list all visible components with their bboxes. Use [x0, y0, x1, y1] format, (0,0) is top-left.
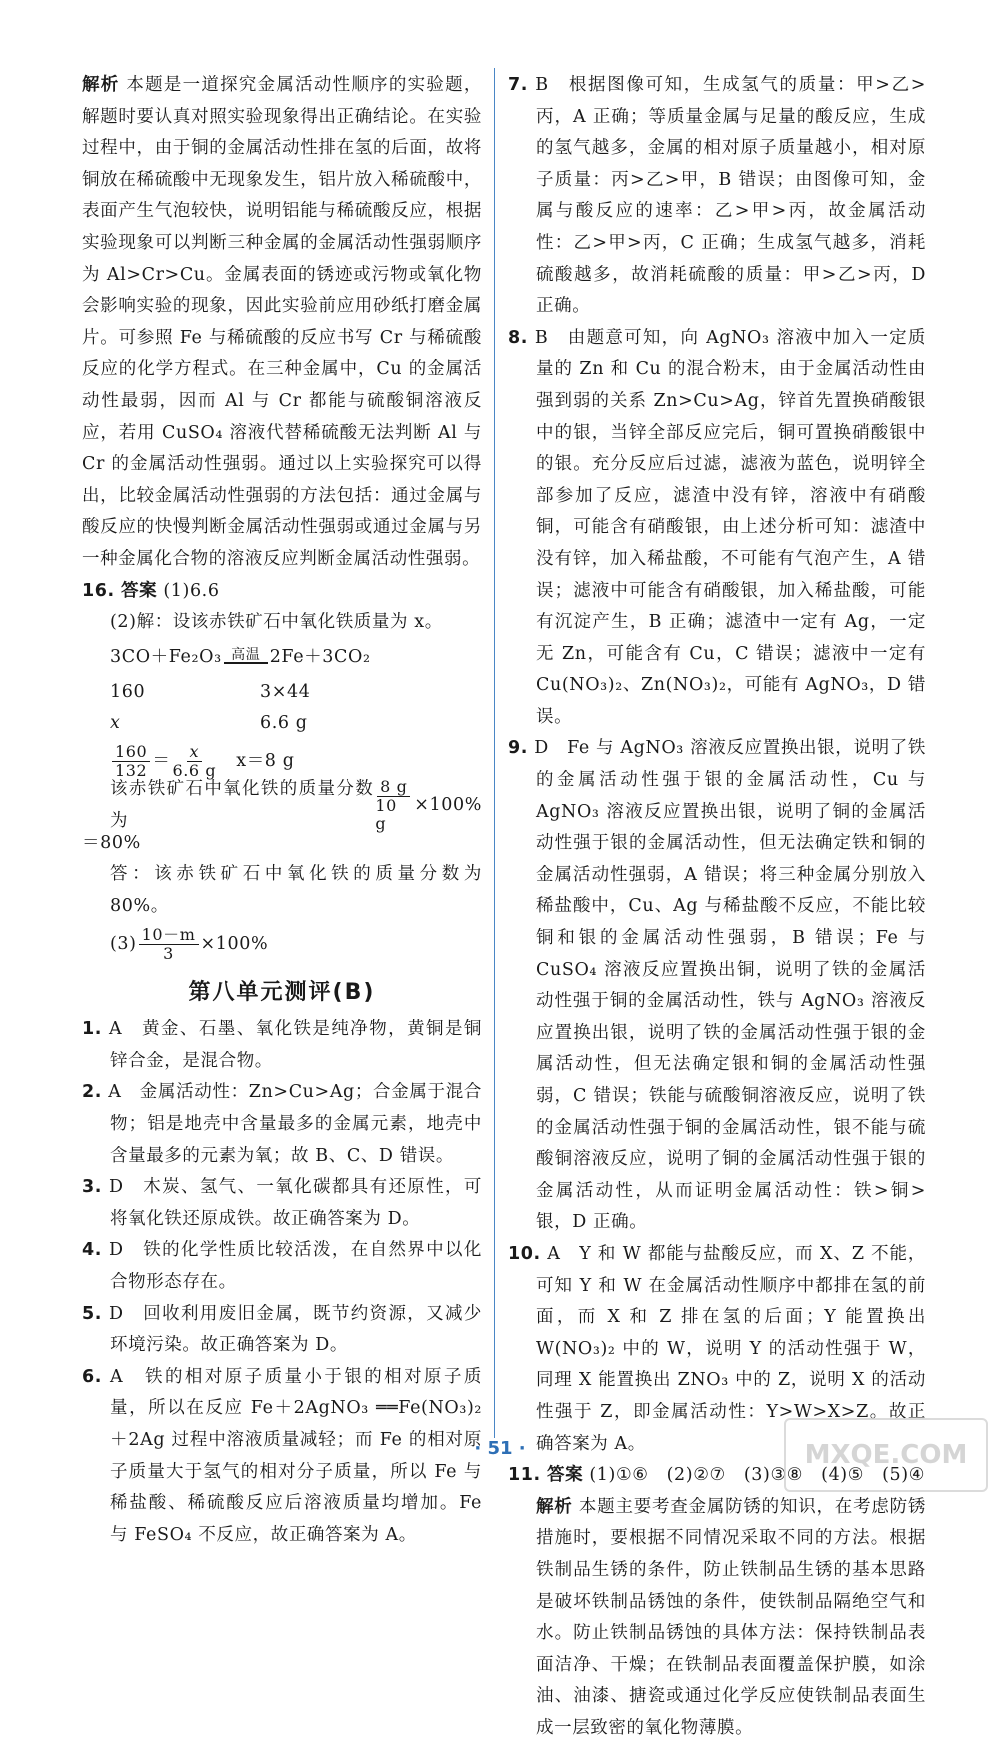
list-item [82, 1235, 482, 1298]
ratio-eq: ＝ [152, 751, 171, 772]
list-item [82, 1172, 482, 1235]
mass-frac [375, 778, 412, 833]
item-text: A 金属活动性：Zn>Cu>Ag；合金属于混合物；铝是地壳中含量最多的金属元素，地壳中含量最多的元素为氧；故 B、C、D 错误。 [108, 1082, 482, 1166]
q16-answer-line [82, 576, 482, 608]
item-text: D Fe 与 AgNO₃ 溶液反应置换出银，说明了铁的金属活动性强于银的金属活动性，Cu 与 AgNO₃ 溶液反应置换出银，说明了铜的金属活动性强于银的金属活动性，但无法确定铁和铜的金属活动性强弱，A 错误；将三种金属分别放入稀盐酸中，Cu、Ag 与稀盐酸不反应，不能比较铜和银的金属活动性强弱，B 错误；Fe 与 CuSO₄ 溶液反应置换出铜，说明了铁的金属活动性强于铜的金属活动性，铁与 AgNO₃ 溶液反应置换出银，说明了铁的金属活动性强于银的金属活动性，但无法确定银和铜的金属活动性强弱，C 错误；铁能与硫酸铜溶液反应，说明了铁的金属活动性强于铜的金属活动性，银不能与硫酸铜溶液反应，说明了铜的金属活动性强于银的金属活动性，从而证明金属活动性：铁>铜>银，D 正确。 [534, 738, 926, 1233]
list-item [508, 733, 926, 1239]
item-text: D 木炭、氢气、一氧化碳都具有还原性，可将氧化铁还原成铁。故正确答案为 D。 [108, 1177, 483, 1229]
q16-conclusion: 答：该赤铁矿石中氧化铁的质量分数为 80%。 [110, 864, 482, 917]
mass-frac-n: 8 g [377, 778, 410, 797]
eq-right: 2Fe＋3CO₂ [269, 646, 371, 667]
eq-cond-text: 高温 [231, 647, 261, 664]
q16-number: 16. [82, 580, 115, 601]
item-number: 2. [82, 1082, 103, 1103]
ratio-n2: x [187, 743, 203, 762]
item-text: D 铁的化学性质比较活泼，在自然界中以化合物形态存在。 [108, 1240, 483, 1292]
left-items [82, 1014, 482, 1551]
ratio-result: x＝8 g [236, 751, 295, 772]
mass-frac-tail: ×100% [414, 795, 482, 816]
item-text: A 铁的相对原子质量小于银的相对原子质量，所以在反应 Fe＋2AgNO₃ ══Fe(NO₃)₂＋2Ag 过程中溶液质量减轻；而 Fe 的相对原子质量大于氢气的相对分子质量，所以 Fe 与稀盐酸、稀硫酸反应后溶液质量均增加。Fe 与 FeSO₄ 不反应，故正确答案为 A。 [110, 1366, 482, 1545]
item-number: 3. [82, 1177, 103, 1198]
q16-answer-label: 答案 [120, 580, 158, 601]
list-item [82, 1299, 482, 1362]
q16-part1: (1)6.6 [163, 580, 220, 601]
eq-bar [224, 662, 268, 667]
ratio-n1: 160 [112, 743, 150, 762]
mass-frac-text: 该赤铁矿石中氧化铁的质量分数为 [110, 779, 374, 831]
part3-n: 10－m [139, 926, 199, 945]
mass-frac-result: ＝80% [82, 832, 141, 853]
list-item [508, 70, 926, 323]
page-number: · 51 · [474, 1438, 526, 1459]
q16-part3 [82, 923, 482, 967]
q11-answer-label: 答案 [546, 1465, 584, 1486]
item-number: 6. [82, 1366, 103, 1387]
list-item [508, 323, 926, 734]
item-number: 1. [82, 1019, 103, 1040]
list-item [82, 1014, 482, 1077]
r2-a: x [110, 713, 121, 734]
item-number: 4. [82, 1240, 103, 1261]
q16-equation [82, 639, 482, 677]
eq-condition [224, 648, 268, 667]
part3-d: 3 [163, 944, 174, 964]
item-number: 7. [508, 75, 529, 95]
part3-tail: ×100% [200, 933, 269, 954]
q11-analysis-label: 解析 [536, 1496, 573, 1517]
part3-prefix: (3) [110, 933, 137, 954]
item-text: A Y 和 W 都能与盐酸反应，而 X、Z 不能，可知 Y 和 W 在金属活动性顺序中都排在氢的前面，而 X 和 Z 排在氢的后面；Y 能置换出 W(NO₃)₂ 中的 W，说明 Y 的活动性强于 W，同理 X 能置换出 ZNO₃ 中的 Z，说明 X 的活动性强于 Z，即金属活动性：Y>W>X>Z。故正确答案为 A。 [536, 1243, 926, 1454]
q11-answer-text: (1)①⑥ (2)②⑦ (3)③⑧ (4)⑤ (5)④ [583, 1465, 926, 1486]
q16-mass-fraction [82, 777, 482, 834]
ratio-d1: 132 [115, 761, 148, 781]
analysis-15 [82, 70, 482, 576]
ratio-d2: 6.6 g [172, 761, 217, 781]
right-column [508, 70, 926, 1744]
r1-a: 160 [110, 681, 146, 702]
watermark-logo: MXQE.COM [784, 1418, 988, 1492]
q16-row1 [82, 677, 482, 709]
item-text: B 由题意可知，向 AgNO₃ 溶液中加入一定质量的 Zn 和 Cu 的混合粉末，由于金属活动性由强到弱的关系 Zn>Cu>Ag，锌首先置换硝酸银中的银，当锌全部反应完后，铜可置换硝酸银中的银。充分反应后过滤，滤液为蓝色，说明锌全部参加了反应，滤渣中没有锌，溶液中有硝酸铜，可能含有硝酸银，由上述分析可知：滤渣中没有锌，加入稀盐酸，不可能有气泡产生，A 错误；滤液中可能含有硝酸银，加入稀盐酸，可能有沉淀产生，B 正确；滤渣中一定有 Ag，一定无 Zn，可能含有 Cu，C 错误；滤液中一定有 Cu(NO₃)₂、Zn(NO₃)₂，可能有 AgNO₃，D 错误。 [534, 327, 926, 727]
mass-frac-d: 10 g [375, 796, 397, 834]
analysis-label: 解析 [82, 75, 120, 95]
item-text: B 根据图像可知，生成氢气的质量：甲>乙>丙，A 正确；等质量金属与足量的酸反应，生成的氢气越多，金属的相对原子质量越小，相对原子质量：丙>乙>甲，B 错误；由图像可知，金属与酸反应的速率：乙>甲>丙，故金属活动性：乙>甲>丙，C 正确；生成氢气越多，消耗硫酸越多，故消耗硫酸的质量：甲>乙>丙，D 正确。 [535, 75, 926, 317]
eq-left: 3CO＋Fe₂O₃ [110, 646, 222, 667]
r1-b: 3×44 [260, 681, 311, 702]
q11-number: 11. [508, 1465, 541, 1486]
item-number: 5. [82, 1303, 103, 1324]
q11-analysis [508, 1492, 926, 1744]
section-title: 第八单元测评(B) [188, 979, 376, 1005]
item-number: 8. [508, 327, 529, 348]
q16-part2: (2)解：设该赤铁矿石中氧化铁质量为 x。 [110, 612, 443, 633]
part3-frac [139, 926, 199, 963]
item-number: 10. [508, 1243, 541, 1264]
q11-analysis-text: 本题主要考查金属防锈的知识，在考虑防锈措施时，要根据不同情况采取不同的方法。根据铁制品生锈的条件，防止铁制品生锈的基本思路是破坏铁制品锈蚀的条件，使铁制品隔绝空气和水。防止铁制品锈蚀的具体方法：保持铁制品表面洁净、干燥；在铁制品表面覆盖保护膜，如涂油、油漆、搪瓷或通过化学反应使铁制品表面生成一层致密的氧化物薄膜。 [536, 1496, 927, 1738]
item-text: D 回收利用废旧金属，既节约资源，又减少环境污染。故正确答案为 D。 [108, 1303, 483, 1356]
left-column [82, 70, 482, 1551]
item-number: 9. [508, 738, 529, 759]
question-16 [82, 576, 482, 967]
list-item [82, 1077, 482, 1172]
column-divider [494, 68, 495, 1438]
q16-row2 [82, 708, 482, 740]
r2-b: 6.6 g [260, 713, 308, 734]
analysis-text: 本题是一道探究金属活动性顺序的实验题，解题时要认真对照实验现象得出正确结论。在实验过程中，由于铜的金属活动性排在氢的后面，故将铜放在稀硫酸中无现象发生，铝片放入稀硫酸中，表面产生气泡较快，说明铝能与稀硫酸反应，根据实验现象可以判断三种金属的金属活动性强弱顺序为 Al>Cr>Cu。金属表面的锈迹或污物或氧化物会影响实验的现象，因此实验前应用砂纸打磨金属片。可参照 Fe 与稀硫酸的反应书写 Cr 与稀硫酸反应的化学方程式。在三种金属中，Cu 的金属活动性最弱，因而 Al 与 Cr 都能与硫酸铜溶液反应，若用 CuSO₄ 溶液代替稀硫酸无法判断 Al 与 Cr 的金属活动性强弱。通过以上实验探究可以得出，比较金属活动性强弱的方法包括：通过金属与酸反应的快慢判断金属活动性强弱或通过金属与另一种金属化合物的溶液反应判断金属活动性强弱。 [82, 75, 483, 569]
item-text: A 黄金、石墨、氧化铁是纯净物，黄铜是铜锌合金，是混合物。 [109, 1019, 482, 1071]
